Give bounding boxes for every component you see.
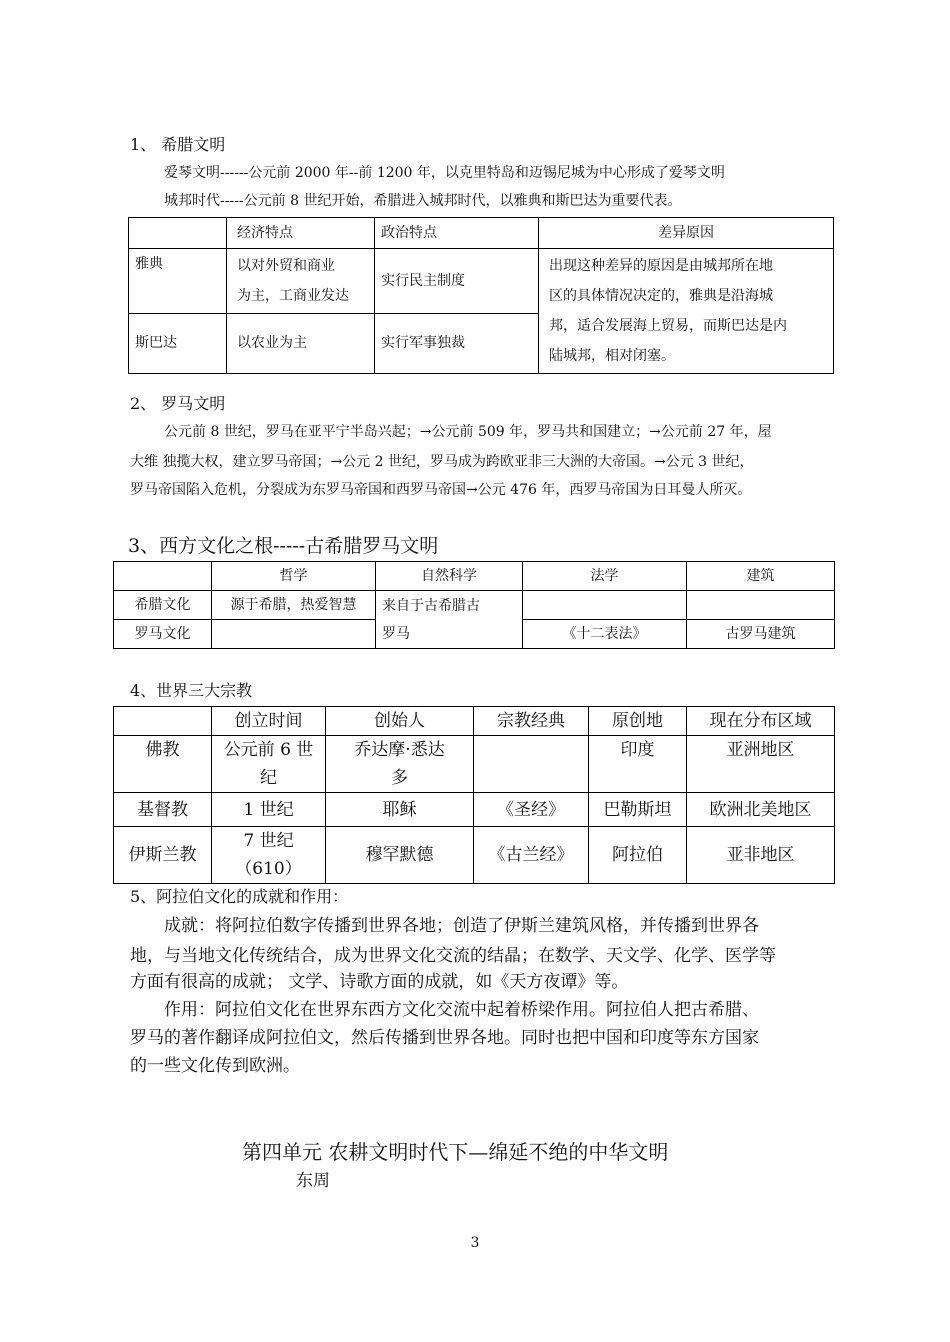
table-header-cell <box>114 562 212 591</box>
reason-line: 陆城邦，相对闭塞。 <box>549 348 675 364</box>
table-header-cell: 现在分布区域 <box>687 707 835 736</box>
time-line: 公元前 6 世 <box>223 740 314 760</box>
achievement-line: 成就：将阿拉伯数字传播到世界各地；创造了伊斯兰建筑风格，并传播到世界各 <box>164 916 759 936</box>
difference-reason <box>539 249 834 374</box>
christianity-time: 1 世纪 <box>212 793 326 827</box>
unit-title: 第四单元 农耕文明时代下—绵延不绝的中华文明 <box>242 1140 669 1164</box>
roman-philosophy <box>212 620 376 649</box>
islam-region: 亚非地区 <box>687 827 835 884</box>
science-line: 罗马 <box>382 626 410 642</box>
section1-line1: 爱琴文明------公元前 2000 年--前 1200 年，以克里特岛和迈锡尼城为中心形成了爱琴文明 <box>164 165 725 181</box>
christianity-region: 欧洲北美地区 <box>687 793 835 827</box>
buddhism-time <box>212 736 326 793</box>
row-sparta-economy: 以农业为主 <box>227 313 375 373</box>
row-athens-politics: 实行民主制度 <box>375 249 539 314</box>
row-islam-name: 伊斯兰教 <box>114 827 212 884</box>
economy-line: 以对外贸和商业 <box>237 257 335 274</box>
table-header-cell: 原创地 <box>589 707 687 736</box>
section2-line: 大维 独揽大权，建立罗马帝国；→公元 2 世纪，罗马成为跨欧亚非三大洲的大帝国。→公元 3 世纪， <box>130 454 754 470</box>
row-athens-name: 雅典 <box>129 249 227 314</box>
achievement-line: 方面有很高的成就； 文学、诗歌方面的成就，如《天方夜谭》等。 <box>130 972 629 992</box>
reason-line: 区的具体情况决定的，雅典是沿海城 <box>549 288 773 304</box>
row-roman-name: 罗马文化 <box>114 620 212 649</box>
roman-architecture: 古罗马建筑 <box>687 620 835 649</box>
section2-line: 公元前 8 世纪，罗马在亚平宁半岛兴起；→公元前 509 年，罗马共和国建立；→公元前 27 年，屋 <box>164 424 772 440</box>
table-header-cell <box>129 218 227 249</box>
islam-origin: 阿拉伯 <box>589 827 687 884</box>
role-line: 罗马的著作翻译成阿拉伯文，然后传播到世界各地。同时也把中国和印度等东方国家 <box>130 1028 759 1048</box>
row-buddhism-name: 佛教 <box>114 736 212 793</box>
table-header-cell: 创立时间 <box>212 707 326 736</box>
reason-line: 出现这种差异的原因是由城邦所在地 <box>549 258 773 274</box>
row-athens-economy <box>227 249 375 314</box>
table-header-cell: 自然科学 <box>376 562 523 591</box>
section3-heading: 3、西方文化之根-----古希腊罗马文明 <box>128 535 439 557</box>
buddhism-founder <box>326 736 474 793</box>
reason-line: 邦，适合发展海上贸易，而斯巴达是内 <box>549 318 787 334</box>
christianity-origin: 巴勒斯坦 <box>589 793 687 827</box>
christianity-scripture: 《圣经》 <box>474 793 589 827</box>
economy-line: 为主，工商业发达 <box>237 287 349 304</box>
greek-philosophy: 源于希腊，热爱智慧 <box>212 591 376 620</box>
christianity-founder: 耶稣 <box>326 793 474 827</box>
science-line: 来自于古希腊古 <box>382 598 480 614</box>
greek-city-state-table <box>128 217 834 374</box>
section2-line: 罗马帝国陷入危机，分裂成为东罗马帝国和西罗马帝国→公元 476 年，西罗马帝国为日耳曼人所灭。 <box>130 482 752 498</box>
buddhism-scripture <box>474 736 589 793</box>
table-header-cell: 政治特点 <box>375 218 539 249</box>
roman-law: 《十二表法》 <box>523 620 687 649</box>
greco-roman-culture-table <box>113 561 835 649</box>
founder-line: 多 <box>391 768 408 788</box>
table-header-cell: 创始人 <box>326 707 474 736</box>
table-header-cell: 宗教经典 <box>474 707 589 736</box>
unit-subtitle: 东周 <box>296 1171 330 1191</box>
islam-scripture: 《古兰经》 <box>474 827 589 884</box>
row-greek-name: 希腊文化 <box>114 591 212 620</box>
achievement-line: 地，与当地文化传统结合，成为世界文化交流的结晶；在数学、天文学、化学、医学等 <box>130 946 776 966</box>
table-header-cell: 建筑 <box>687 562 835 591</box>
role-line: 的一些文化传到欧洲。 <box>130 1056 300 1076</box>
row-sparta-politics: 实行军事独裁 <box>375 313 539 373</box>
table-header-cell <box>114 707 212 736</box>
table-header-cell: 法学 <box>523 562 687 591</box>
table-header-cell: 差异原因 <box>539 218 834 249</box>
section1-heading: 1、 希腊文明 <box>130 135 226 154</box>
world-religions-table <box>113 706 835 884</box>
islam-time: 7 世纪（610） <box>212 827 326 884</box>
row-christianity-name: 基督教 <box>114 793 212 827</box>
role-line: 作用：阿拉伯文化在世界东西方文化交流中起着桥梁作用。阿拉伯人把古希腊、 <box>164 1000 759 1020</box>
greek-law <box>523 591 687 620</box>
section4-heading: 4、世界三大宗教 <box>130 681 253 700</box>
buddhism-region: 亚洲地区 <box>687 736 835 793</box>
page-number: 3 <box>470 1235 480 1251</box>
table-header-cell: 经济特点 <box>227 218 375 249</box>
section5-heading: 5、阿拉伯文化的成就和作用： <box>130 887 349 906</box>
founder-line: 乔达摩·悉达 <box>354 740 445 760</box>
table-header-cell: 哲学 <box>212 562 376 591</box>
time-line: 纪 <box>260 768 277 788</box>
section2-heading: 2、 罗马文明 <box>130 394 226 413</box>
row-sparta-name: 斯巴达 <box>129 313 227 373</box>
natural-science <box>376 591 523 649</box>
section1-line2: 城邦时代-----公元前 8 世纪开始，希腊进入城邦时代，以雅典和斯巴达为重要代表。 <box>164 193 682 209</box>
greek-architecture <box>687 591 835 620</box>
buddhism-origin: 印度 <box>589 736 687 793</box>
islam-founder: 穆罕默德 <box>326 827 474 884</box>
